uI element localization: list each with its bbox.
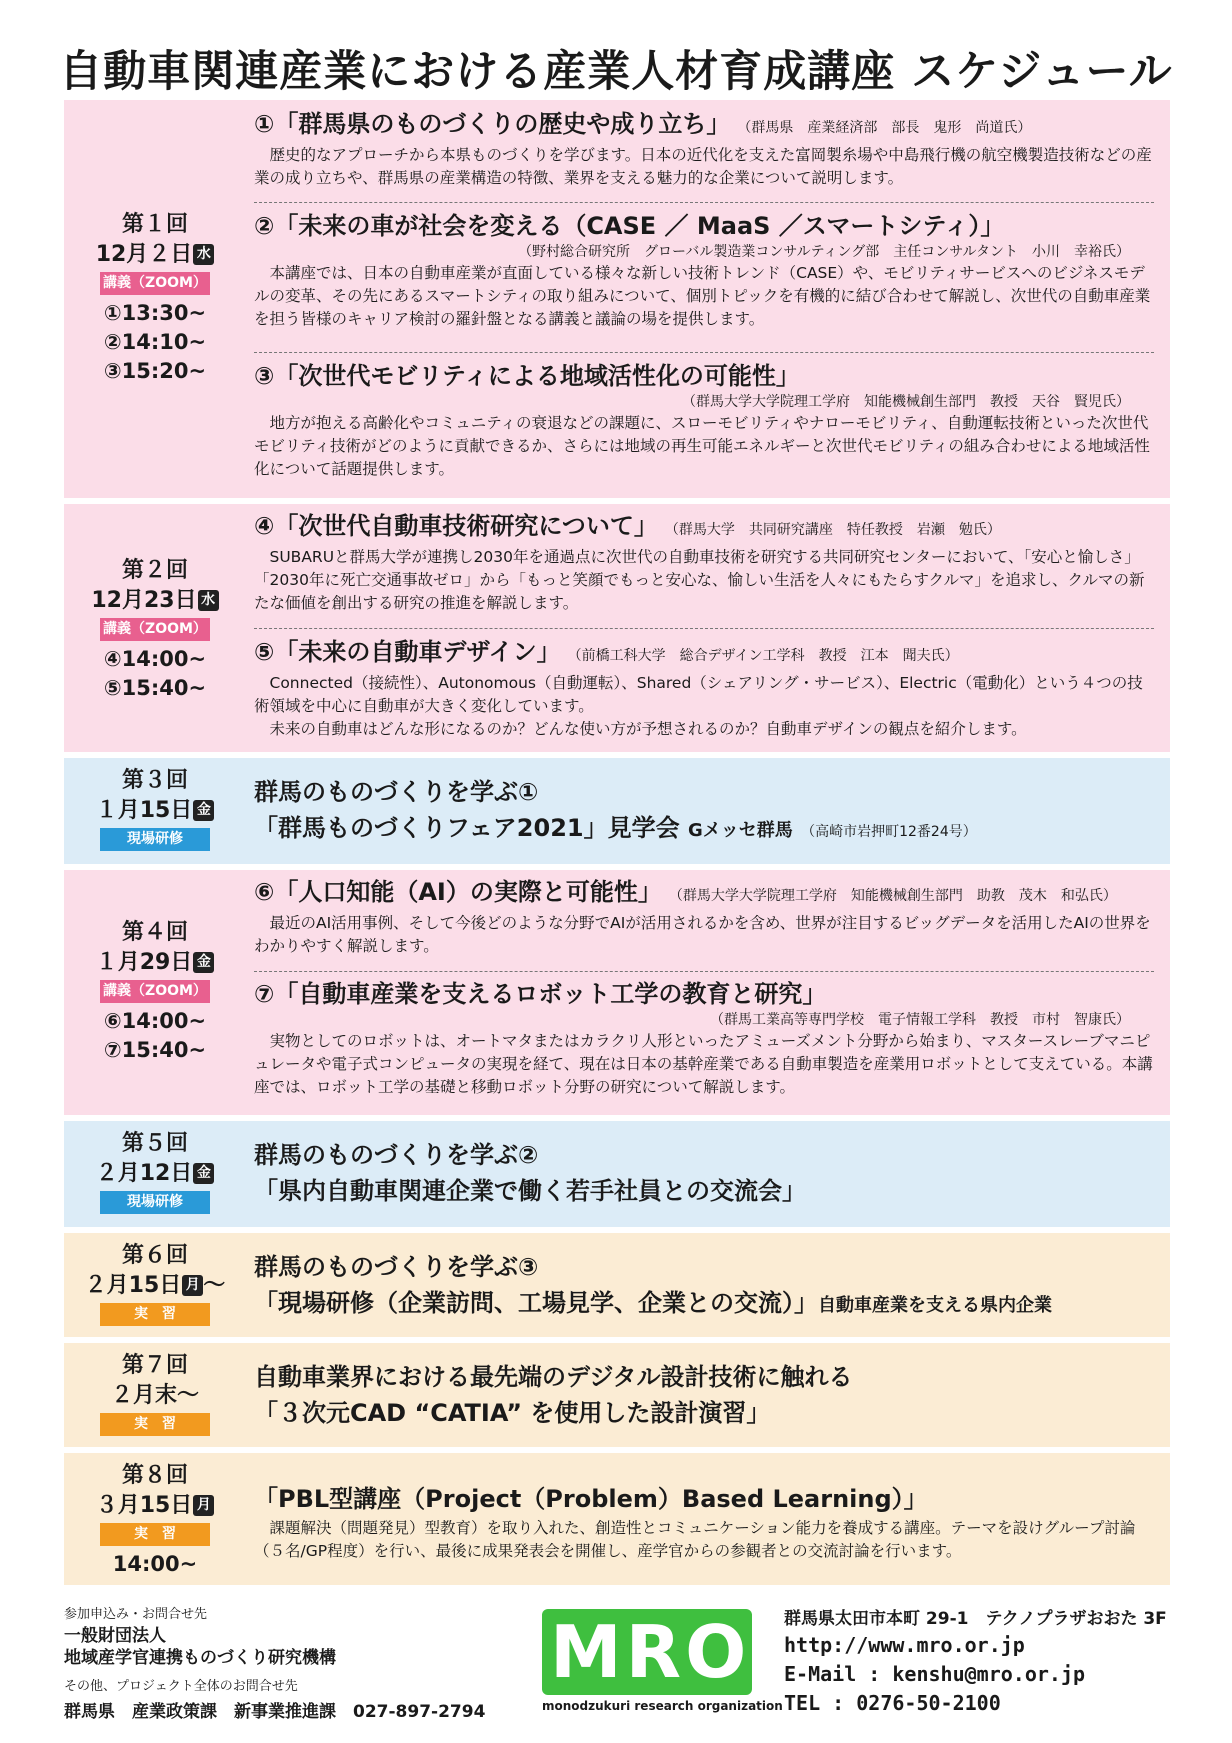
format-badge: 実 習 [100, 1523, 210, 1546]
session-heading: 群馬のものづくりを学ぶ② [254, 1141, 539, 1169]
weekday-badge: 月 [182, 1275, 203, 1296]
lecture-description: SUBARUと群馬大学が連携し2030年を通過点に次世代の自動車技術を研究する共同研究センターにおいて、「安心と愉しさ」「2030年に死亡交通事故ゼロ」から「もっと笑顔でもっと安心な、愉しい生活を人々にもたらすクルマ」を追求し、クルマの新たな価値を創出する研究の推進を解説します。 [254, 548, 1145, 612]
lecture-description: 歴史的なアプローチから本県ものづくりを学びます。日本の近代化を支えた富岡製糸場や中島飛行機の航空機製造技術などの産業の成り立ちや、群馬県の産業構造の特徴、業界を支える魅力的な企業について説明します。 [254, 146, 1152, 187]
session-date: ２月15日 月 ～ [84, 1273, 226, 1298]
lecture-title: ⑥「人口知能（AI）の実際と可能性」 （群馬大学大学院理工学府 知能機械創生部門 助教 茂木 和弘氏） [254, 878, 1117, 906]
session-subheading: 「３次元CAD “CATIA” を使用した設計演習」 [254, 1399, 771, 1427]
lecture-speaker: （群馬大学大学院理工学府 知能機械創生部門 教授 天谷 賢児氏） [682, 394, 1130, 410]
session-subheading: 「県内自動車関連企業で働く若手社員との交流会」 [254, 1177, 806, 1205]
divider [254, 628, 1154, 629]
session-date: １月15日 金 [64, 796, 246, 826]
session-date: 12月２日 水 [64, 240, 246, 270]
session-heading: 自動車業界における最先端のデジタル設計技術に触れる [254, 1363, 853, 1391]
lecture-time: ⑦15:40~ [103, 1038, 207, 1062]
prefecture-contact: 群馬県 産業政策課 新事業推進課 027-897-2794 [64, 1702, 486, 1722]
session-number: 第８回 [121, 1463, 188, 1488]
lecture-title: ①「群馬県のものづくりの歴史や成り立ち」 （群馬県 産業経済部 部長 鬼形 尚道氏） [254, 110, 1032, 138]
session-number: 第３回 [121, 768, 188, 793]
lecture-title: ⑤「未来の自動車デザイン」 （前橋工科大学 総合デザイン工学科 教授 江本 聞夫氏） [254, 638, 959, 666]
page-title: 自動車関連産業における産業人材育成講座 スケジュール [59, 47, 1173, 97]
lecture-time: ④14:00~ [103, 647, 207, 671]
weekday-badge: 月 [193, 1495, 214, 1516]
lecture-3 [254, 360, 1154, 481]
session-number: 第２回 [121, 558, 188, 583]
other-contact-label: その他、プロジェクト全体のお問合せ先 [64, 1679, 298, 1694]
weekday-badge: 水 [193, 244, 214, 265]
lecture-description: 地方が抱える高齢化やコミュニティの衰退などの課題に、スローモビリティやナローモビリティ、自動運転技術といった次世代モビリティ技術がどのように貢献できるか、さらには地域の再生可能エネルギーと次世代モビリティの組み合わせによる地域活性化について話題提供します。 [254, 414, 1150, 478]
weekday-badge: 金 [193, 1163, 214, 1184]
session-note: 自動車産業を支える県内企業 [818, 1295, 1052, 1316]
session-date: ２月12日 金 [64, 1159, 246, 1189]
session-1 [64, 100, 1170, 498]
email-link[interactable]: E-Mail : kenshu@mro.or.jp [784, 1662, 1086, 1686]
venue: Gメッセ群馬 [687, 820, 793, 841]
lecture-description: 最近のAI活用事例、そして今後どのような分野でAIが活用されるかを含め、世界が注目するビッグデータを活用したAIの世界をわかりやすく解説します。 [254, 914, 1151, 955]
address-block [784, 1607, 1170, 1718]
lecture-time: ⑤15:40~ [103, 676, 207, 700]
lecture-speaker: （群馬工業高等専門学校 電子情報工学科 教授 市村 智康氏） [710, 1012, 1130, 1028]
session-2 [64, 504, 1170, 752]
session-number: 第５回 [121, 1131, 188, 1156]
lecture-time: ⑥14:00~ [103, 1009, 207, 1033]
session-7 [64, 1343, 1170, 1447]
org-type: 一般財団法人 [64, 1626, 166, 1646]
weekday-badge: 水 [198, 590, 219, 611]
session-heading: 群馬のものづくりを学ぶ① [254, 778, 539, 806]
lecture-time: ②14:10~ [103, 330, 207, 354]
lecture-time: ①13:30~ [103, 301, 207, 325]
session-heading: 「PBL型講座（Project（Problem）Based Learning）」 [254, 1485, 928, 1513]
mro-logo [542, 1609, 783, 1713]
lecture-speaker: （野村総合研究所 グローバル製造業コンサルティング部 主任コンサルタント 小川 幸裕氏） [518, 244, 1130, 260]
website-link[interactable]: http://www.mro.or.jp [784, 1633, 1025, 1657]
session-number: 第４回 [121, 920, 188, 945]
weekday-badge: 金 [193, 952, 214, 973]
format-badge: 現場研修 [100, 828, 210, 851]
lecture-time: 14:00~ [112, 1552, 198, 1576]
org-name: 地域産学官連携ものづくり研究機構 [64, 1648, 336, 1668]
lecture-speaker: （群馬県 産業経済部 部長 鬼形 尚道氏） [744, 120, 1032, 136]
lecture-description: 実物としてのロボットは、オートマタまたはカラクリ人形といったアミューズメント分野から始まり、マスタースレーブマニピュレータや電子式コンピュータの実現を経て、現在は日本の基幹産業である自動車製造を産業用ロボットとして支えている。本講座では、ロボット工学の基礎と移動ロボット分野の研究について解説します。 [254, 1032, 1153, 1096]
lecture-2 [254, 210, 1154, 331]
session-heading: 群馬のものづくりを学ぶ③ [254, 1253, 539, 1281]
session-3 [64, 758, 1170, 864]
logo-mark: MRO [542, 1609, 752, 1695]
lecture-time: ③15:20~ [103, 359, 207, 383]
session-date: 12月23日 水 [64, 586, 246, 616]
logo-tagline: monodzukuri research organization [542, 1699, 783, 1713]
session-date: １月29日 金 [64, 948, 246, 978]
session-subheading: 「群馬ものづくりフェア2021」見学会 Gメッセ群馬 （高崎市岩押町12番24号） [254, 814, 977, 842]
lecture-title: ③「次世代モビリティによる地域活性化の可能性」 [254, 362, 800, 390]
lecture-1 [254, 108, 1154, 190]
lecture-title: ⑦「自動車産業を支えるロボット工学の教育と研究」 [254, 980, 827, 1008]
lecture-title: ②「未来の車が社会を変える（CASE ／ MaaS ／スマートシティ）」 [254, 212, 1005, 240]
session-date: ３月15日 月 [64, 1491, 246, 1521]
session-6 [64, 1233, 1170, 1337]
lecture-speaker: （群馬大学 共同研究講座 特任教授 岩瀬 勉氏） [671, 522, 1001, 538]
format-badge: 講義（ZOOM） [100, 618, 210, 641]
format-badge: 講義（ZOOM） [100, 980, 210, 1003]
lecture-description: 本講座では、日本の自動車産業が直面している様々な新しい技術トレンド（CASE）や、モビリティサービスへのビジネスモデルの変革、その先にあるスマートシティの取り組みについて、個別トピックを有機的に結び合わせて解説し、次世代の自動車産業を担う皆様のキャリア検討の羅針盤となる講義と議論の場を提供します。 [254, 264, 1151, 328]
session-5 [64, 1121, 1170, 1227]
contact-block [64, 1605, 544, 1723]
format-badge: 講義（ZOOM） [100, 272, 210, 295]
divider [254, 971, 1154, 972]
lecture-speaker: （前橋工科大学 総合デザイン工学科 教授 江本 聞夫氏） [574, 648, 959, 664]
session-number: 第７回 [121, 1353, 188, 1378]
lecture-7 [254, 978, 1154, 1099]
session-description: 課題解決（問題発見）型教育）を取り入れた、創造性とコミュニケーション能力を養成する講座。テーマを設けグループ討論（５名/GP程度）を行い、最後に成果発表会を開催し、産学官からの参観者との交流討論を行います。 [254, 1519, 1136, 1560]
address: 群馬県太田市本町 29-1 テクノプラザおおた 3F [784, 1609, 1167, 1629]
lecture-description-2: 未来の自動車はどんな形になるのか？どんな使い方が予想されるのか？自動車デザインの観点を紹介します。 [269, 720, 1027, 738]
session-8 [64, 1453, 1170, 1585]
venue-address: （高崎市岩押町12番24号） [801, 824, 977, 840]
phone-number: TEL : 0276-50-2100 [784, 1691, 1001, 1715]
session-subheading: 「現場研修（企業訪問、工場見学、企業との交流）」自動車産業を支える県内企業 [254, 1289, 1052, 1317]
session-number: 第６回 [121, 1243, 188, 1268]
divider [254, 202, 1154, 203]
weekday-badge: 金 [193, 800, 214, 821]
format-badge: 実 習 [100, 1413, 210, 1436]
lecture-title: ④「次世代自動車技術研究について」 （群馬大学 共同研究講座 特任教授 岩瀬 勉氏） [254, 512, 1001, 540]
lecture-speaker: （群馬大学大学院理工学府 知能機械創生部門 助教 茂木 和弘氏） [675, 888, 1117, 904]
session-4 [64, 870, 1170, 1115]
lecture-4 [254, 510, 1154, 615]
lecture-6 [254, 876, 1154, 958]
footer [64, 1605, 1170, 1735]
lecture-5 [254, 636, 1154, 741]
format-badge: 現場研修 [100, 1191, 210, 1214]
format-badge: 実 習 [100, 1303, 210, 1326]
session-number: 第１回 [121, 212, 188, 237]
lecture-description: Connected（接続性）、Autonomous（自動運転）、Shared（シェアリング・サービス）、Electric（電動化）という４つの技術領域を中心に自動車が大きく変化しています。 [254, 674, 1143, 715]
contact-label: 参加申込み・お問合せ先 [64, 1607, 208, 1622]
divider [254, 352, 1154, 353]
session-date: ２月末～ [110, 1383, 199, 1408]
